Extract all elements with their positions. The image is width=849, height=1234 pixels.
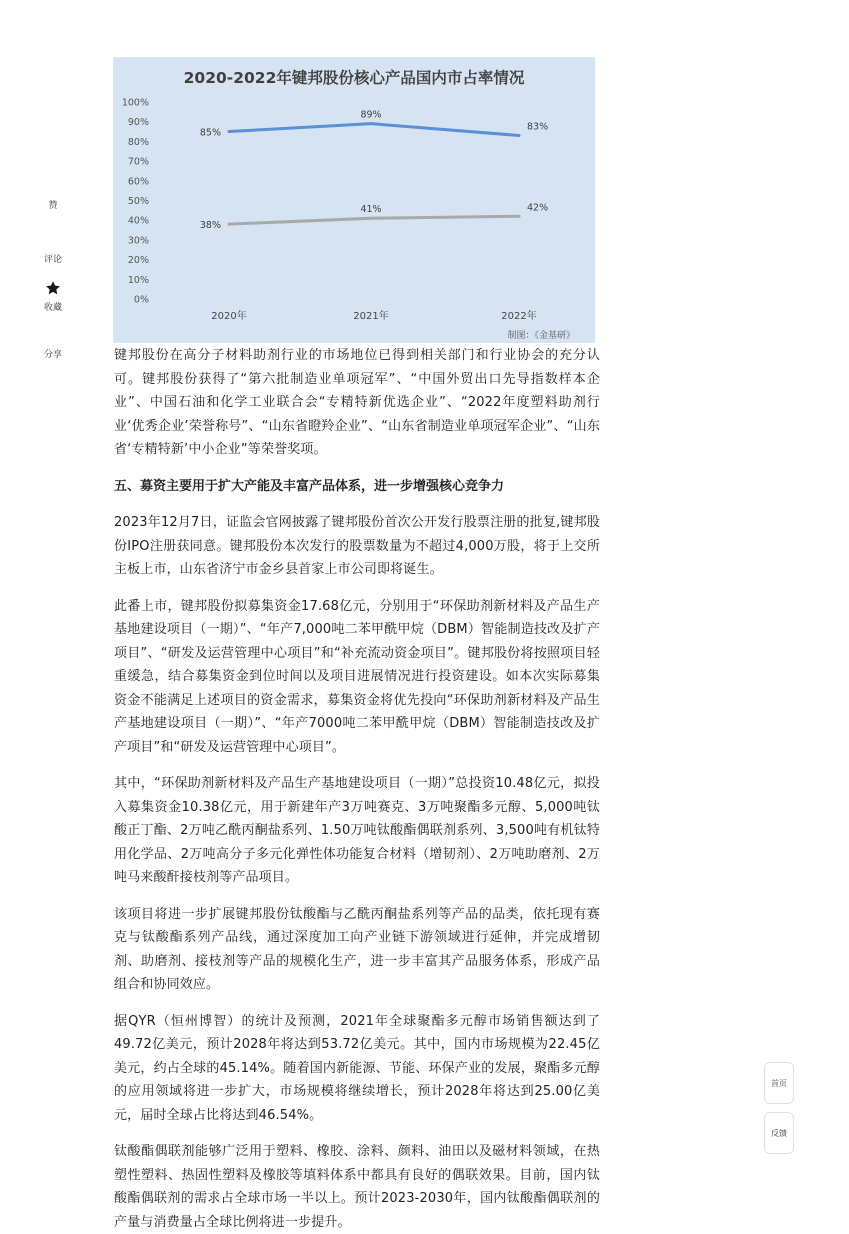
y-tick-label: 10% — [127, 274, 149, 286]
share-label: 分享 — [43, 350, 62, 360]
x-tick-label: 2021年 — [353, 311, 389, 322]
comment-label: 评论 — [43, 255, 62, 265]
y-tick-label: 50% — [127, 196, 149, 207]
data-label: 89% — [360, 109, 382, 121]
star-icon — [45, 280, 61, 296]
data-label: 41% — [360, 204, 382, 216]
y-tick-label: 70% — [127, 156, 149, 168]
share-button[interactable] — [30, 343, 76, 360]
section-heading: 五、募资主要用于扩大产能及丰富产品体系，进一步增强核心竞争力 — [114, 478, 505, 494]
article-body — [114, 344, 600, 1234]
paragraph-extension: 该项目将进一步扩展键邦股份钛酸酯与乙酰丙酮盐系列等产品的品类，依托现有赛克与钛酸酯系列产品线，通过深度加工向产业链下游领域进行延伸，并完成增韧剂、助磨剂、接枝剂等产品的规模化生产，进一步丰富其产品服务体系，形成产品组合和协同效应。 — [114, 906, 600, 992]
market-share-chart — [113, 57, 595, 343]
feedback-button[interactable] — [764, 1112, 794, 1154]
y-tick-label: 30% — [127, 235, 149, 247]
x-tick-label: 2022年 — [501, 311, 537, 322]
paragraph-honors: 键邦股份在高分子材料助剂行业的市场地位已得到相关部门和行业协会的充分认可。键邦股份获得了“第六批制造业单项冠军”、“中国外贸出口先导指数样本企业”、中国石油和化学工业联合会“专精特新优选企业”、“2022年度塑料助剂行业‘优秀企业’荣誉称号”、“山东省瞪羚企业”、“山东省制造业单项冠军企业”、“山东省‘专精特新’中小企业”等荣誉奖项。 — [114, 348, 600, 457]
data-label: 85% — [199, 127, 221, 139]
y-tick-label: 40% — [127, 215, 149, 227]
y-tick-label: 100% — [121, 97, 149, 109]
data-label: 83% — [527, 121, 549, 133]
like-button[interactable] — [30, 194, 76, 211]
favorite-button[interactable] — [30, 280, 76, 313]
home-button[interactable] — [764, 1062, 794, 1104]
y-tick-label: 90% — [127, 117, 149, 129]
chart-source: 制图：《金基研》 — [507, 331, 575, 341]
paragraph-coupling-agent: 钛酸酯偶联剂能够广泛用于塑料、橡胶、涂料、颜料、油田以及磁材料领域，在热塑性塑料、热固性塑料及橡胶等填料体系中都具有良好的偶联效果。目前，国内钛酸酯偶联剂的需求占全球市场一半以上。预计2023-2030年，国内钛酸酯偶联剂的产量与消费量占全球比例将进一步提升。 — [114, 1144, 600, 1230]
y-tick-label: 0% — [133, 294, 149, 306]
paragraph-fundraising: 此番上市，键邦股份拟募集资金17.68亿元，分别用于“环保助剂新材料及产品生产基地建设项目（一期）”、“年产7,000吨二苯甲酰甲烷（DBM）智能制造技改及扩产项目”、“研发及运营管理中心项目”和“补充流动资金项目”。键邦股份将按照项目轻重缓急，结合募集资金到位时间以及项目进展情况进行投资建设。如本次实际募集资金不能满足上述项目的资金需求，募集资金将优先投向“环保助剂新材料及产品生产基地建设项目（一期）”、“年产7000吨二苯甲酰甲烷（DBM）智能制造技改及扩产项目”和“研发及运营管理中心项目”。 — [114, 598, 600, 755]
data-label: 42% — [527, 202, 549, 214]
paragraph-ipo: 2023年12月7日，证监会官网披露了键邦股份首次公开发行股票注册的批复,键邦股份IPO注册获同意。键邦股份本次发行的股票数量为不超过4,000万股，将于上交所主板上市，山东省济宁市金乡县首家上市公司即将诞生。 — [114, 515, 600, 577]
feedback-label: 反馈 — [771, 1128, 787, 1138]
like-label: 赞 — [48, 201, 58, 211]
y-tick-label: 20% — [127, 255, 149, 267]
comment-button[interactable] — [30, 248, 76, 265]
favorite-label: 收藏 — [43, 303, 62, 313]
chart-svg — [113, 57, 595, 343]
chart-title: 2020-2022年键邦股份核心产品国内市占率情况 — [183, 69, 525, 87]
x-tick-label: 2020年 — [211, 311, 247, 322]
y-tick-label: 80% — [127, 136, 149, 148]
paragraph-project: 其中，“环保助剂新材料及产品生产基地建设项目（一期）”总投资10.48亿元，拟投入募集资金10.38亿元，用于新建年产3万吨赛克、3万吨聚酯多元醇、5,000吨钛酸正丁酯、2万吨乙酰丙酮盐系列、1.50万吨钛酸酯偶联剂系列、3,500吨有机钛特用化学品、2万吨高分子多元化弹性体功能复合材料（增韧剂）、2万吨助磨剂、2万吨马来酸酐接枝剂等产品项目。 — [114, 776, 600, 885]
y-tick-label: 60% — [127, 176, 149, 188]
data-label: 38% — [199, 220, 221, 232]
paragraph-market: 据QYR（恒州博智）的统计及预测，2021年全球聚酯多元醇市场销售额达到了49.72亿美元，预计2028年将达到53.72亿美元。其中，国内市场规模为22.45亿美元，约占全球的45.14%。随着国内新能源、节能、环保产业的发展，聚酯多元醇的应用领域将进一步扩大，市场规模将继续增长，预计2028年将达到25.00亿美元，届时全球占比将达到46.54%。 — [114, 1013, 600, 1123]
home-label: 首页 — [771, 1078, 787, 1088]
chart-background — [113, 57, 595, 343]
